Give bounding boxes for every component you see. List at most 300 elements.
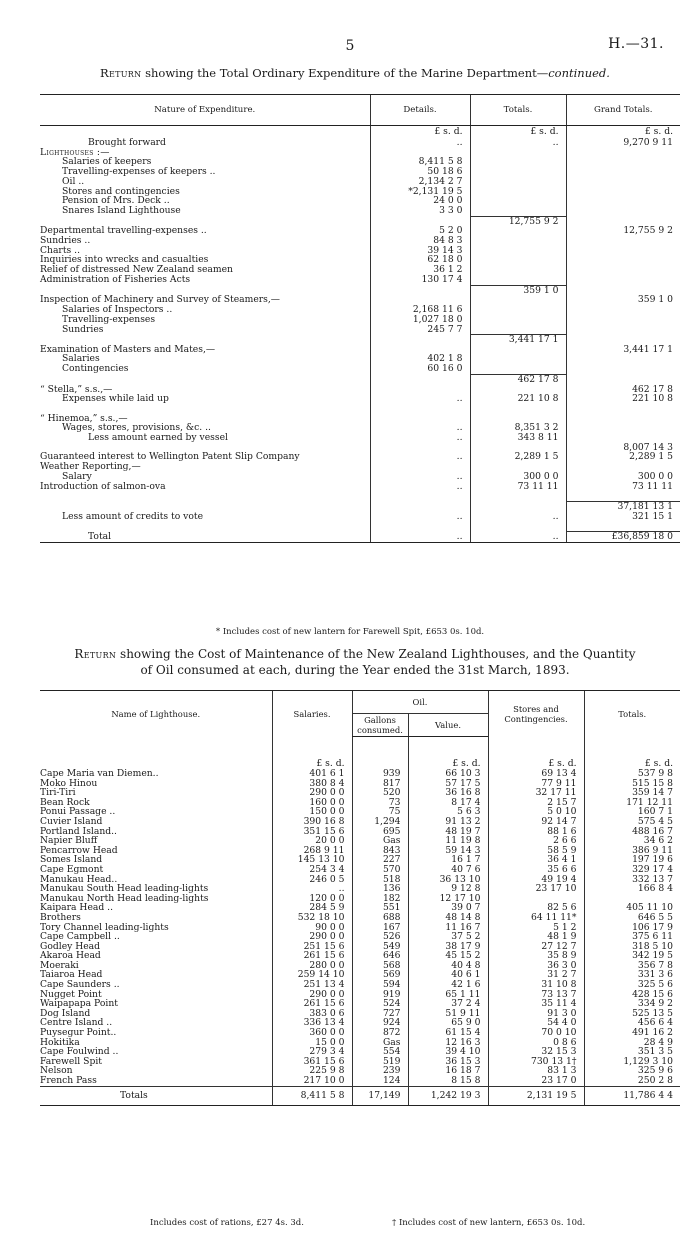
totals-value: 300 0 0 xyxy=(470,472,566,482)
oil-value: 59 14 3 xyxy=(408,846,488,856)
totals-value: 332 13 7 xyxy=(584,875,680,885)
oil-value: 61 15 4 xyxy=(408,1028,488,1038)
table-row xyxy=(40,894,680,904)
details-value xyxy=(370,521,470,531)
grand-totals-value: £36,859 18 0 xyxy=(566,532,680,543)
expenditure-label: Oil .. xyxy=(62,175,85,187)
grand-totals-value xyxy=(566,414,680,424)
expenditure-label: Departmental travelling-expenses .. xyxy=(40,225,207,237)
stores-value: 69 13 4 xyxy=(488,769,584,779)
salaries-value: 90 0 0 xyxy=(272,923,352,933)
oil-value: 11 16 7 xyxy=(408,923,488,933)
totals-value: 491 16 2 xyxy=(584,1028,680,1038)
oil-value: 65 1 11 xyxy=(408,990,488,1000)
totals-value: 488 16 7 xyxy=(584,827,680,837)
totals-value xyxy=(470,364,566,374)
salaries-value: .. xyxy=(272,884,352,894)
col-oil: Oil. xyxy=(352,691,488,714)
page-number: 5 xyxy=(345,38,355,54)
gallons-value: 518 xyxy=(352,875,408,885)
table-row xyxy=(40,1057,680,1067)
salaries-value: 390 16 8 xyxy=(272,817,352,827)
totals-value: 331 3 6 xyxy=(584,970,680,980)
currency-salaries: £ s. d. xyxy=(272,737,352,770)
totals-value xyxy=(470,354,566,364)
totals-value xyxy=(470,501,566,511)
salaries-value: 225 9 8 xyxy=(272,1066,352,1076)
expenditure-label: Weather Reporting,— xyxy=(40,461,141,473)
oil-value: 66 10 3 xyxy=(408,769,488,779)
expenditure-label: Less amount of credits to vote xyxy=(62,510,204,522)
stores-value: 0 8 6 xyxy=(488,1038,584,1048)
expenditure-body xyxy=(40,126,680,543)
totals-value: 646 5 5 xyxy=(584,913,680,923)
table-row xyxy=(40,236,680,246)
expenditure-label: Examination of Masters and Mates,— xyxy=(40,343,216,355)
stores-value: 91 3 0 xyxy=(488,1009,584,1019)
stores-value: 73 13 7 xyxy=(488,990,584,1000)
salaries-value: 380 8 4 xyxy=(272,779,352,789)
details-value: .. xyxy=(370,433,470,443)
table-row xyxy=(40,167,680,177)
return1-title-text: showing the Total Ordinary Expenditure of the Marine Department— xyxy=(145,66,549,80)
totals-value xyxy=(470,295,566,305)
salaries-value: 280 0 0 xyxy=(272,961,352,971)
lighthouse-name: Cuvier Island xyxy=(40,815,103,827)
totals-value: 351 3 5 xyxy=(584,1047,680,1057)
grand-totals-value xyxy=(566,374,680,384)
expenditure-label: Salary xyxy=(62,470,92,482)
salaries-value: 261 15 6 xyxy=(272,999,352,1009)
totals-value: 166 8 4 xyxy=(584,884,680,894)
salaries-value: 290 0 0 xyxy=(272,990,352,1000)
table-row xyxy=(40,315,680,325)
totals-value xyxy=(470,491,566,501)
expenditure-label: “ Stella,” s.s.,— xyxy=(40,383,113,395)
details-value: .. xyxy=(370,138,470,148)
details-value: .. xyxy=(370,512,470,522)
details-value xyxy=(370,443,470,453)
grand-totals-value xyxy=(566,255,680,265)
totals-value xyxy=(470,196,566,206)
salaries-value: 259 14 10 xyxy=(272,970,352,980)
lighthouse-name: Pencarrow Head xyxy=(40,844,118,856)
stores-value: 5 0 10 xyxy=(488,807,584,817)
lighthouse-name: Farewell Spit xyxy=(40,1055,102,1067)
table-row xyxy=(40,970,680,980)
gallons-value: 924 xyxy=(352,1018,408,1028)
salaries-value: 254 3 4 xyxy=(272,865,352,875)
table-row xyxy=(40,1009,680,1019)
expenditure-label: Less amount earned by vessel xyxy=(88,432,228,444)
expenditure-label: Sundries xyxy=(62,323,104,335)
gallons-value: 520 xyxy=(352,788,408,798)
table-row xyxy=(40,491,680,501)
details-value: 5 2 0 xyxy=(370,226,470,236)
stores-value: 2 15 7 xyxy=(488,798,584,808)
grand-totals-value xyxy=(566,404,680,414)
totals-value: 2,289 1 5 xyxy=(470,452,566,462)
lighthouse-name: Cape Foulwind .. xyxy=(40,1046,119,1058)
table-row xyxy=(40,275,680,285)
expenditure-label: Pension of Mrs. Deck .. xyxy=(62,195,170,207)
footnote-lantern: † Includes cost of new lantern, £653 0s. 10d. xyxy=(392,1218,586,1228)
gallons-value: 524 xyxy=(352,999,408,1009)
salaries-value: 145 13 10 xyxy=(272,855,352,865)
details-value: 3 3 0 xyxy=(370,206,470,216)
gallons-value: 124 xyxy=(352,1076,408,1086)
salaries-value: 532 18 10 xyxy=(272,913,352,923)
table-row xyxy=(40,138,680,148)
lighthouse-table xyxy=(40,690,680,1106)
details-value: 84 8 3 xyxy=(370,236,470,246)
oil-value: 51 9 11 xyxy=(408,1009,488,1019)
grand-totals-value xyxy=(566,148,680,158)
totals-value: 221 10 8 xyxy=(470,394,566,404)
details-value: .. xyxy=(370,472,470,482)
lighthouse-name: Manukau Head.. xyxy=(40,873,118,885)
stores-value: 31 10 8 xyxy=(488,980,584,990)
grand-totals-value xyxy=(566,246,680,256)
stores-value: 54 4 0 xyxy=(488,1018,584,1028)
salaries-value: 383 0 6 xyxy=(272,1009,352,1019)
col-value: Value. xyxy=(408,714,488,737)
gallons-value: 526 xyxy=(352,932,408,942)
grand-totals-value xyxy=(566,491,680,501)
totals-value: 250 2 8 xyxy=(584,1076,680,1086)
totals-value: 329 17 4 xyxy=(584,865,680,875)
col-lighthouse-name: Name of Lighthouse. xyxy=(40,691,272,737)
stores-value: 35 8 9 xyxy=(488,951,584,961)
totals-value: 171 12 11 xyxy=(584,798,680,808)
gallons-value: 872 xyxy=(352,1028,408,1038)
table-row xyxy=(40,951,680,961)
lighthouse-name: Waipapapa Point xyxy=(40,998,118,1010)
table-row xyxy=(40,394,680,404)
totals-value: 515 15 8 xyxy=(584,779,680,789)
oil-value: 36 13 10 xyxy=(408,875,488,885)
details-value: .. xyxy=(370,532,470,543)
table-row xyxy=(40,923,680,933)
oil-value: 91 13 2 xyxy=(408,817,488,827)
totals-salaries: 8,411 5 8 xyxy=(272,1086,352,1105)
gallons-value: 136 xyxy=(352,884,408,894)
stores-value: 82 5 6 xyxy=(488,903,584,913)
salaries-value: 268 9 11 xyxy=(272,846,352,856)
currency-value: £ s. d. xyxy=(408,737,488,770)
totals-value xyxy=(470,187,566,197)
salaries-value: 160 0 0 xyxy=(272,798,352,808)
totals-value xyxy=(470,305,566,315)
gallons-value: 727 xyxy=(352,1009,408,1019)
totals-value: 1,129 3 10 xyxy=(584,1057,680,1067)
grand-totals-value xyxy=(566,364,680,374)
totals-value: .. xyxy=(470,512,566,522)
totals-value: 12,755 9 2 xyxy=(470,216,566,226)
salaries-value: 246 0 5 xyxy=(272,875,352,885)
grand-totals-value xyxy=(566,177,680,187)
totals-grand: 11,786 4 4 xyxy=(584,1086,680,1105)
expenditure-label: Relief of distressed New Zealand seamen xyxy=(40,264,233,276)
stores-value: 70 0 10 xyxy=(488,1028,584,1038)
salaries-value: 279 3 4 xyxy=(272,1047,352,1057)
oil-value: 40 7 6 xyxy=(408,865,488,875)
stores-value: 36 3 0 xyxy=(488,961,584,971)
table-row xyxy=(40,788,680,798)
lighthouse-name: Godley Head xyxy=(40,940,101,952)
totals-value: 537 9 8 xyxy=(584,769,680,779)
stores-value: 32 15 3 xyxy=(488,1047,584,1057)
expenditure-label: Salaries xyxy=(62,353,100,365)
totals-value: 325 9 6 xyxy=(584,1066,680,1076)
totals-value: 73 11 11 xyxy=(470,482,566,492)
gallons-value: 570 xyxy=(352,865,408,875)
stores-value: 58 5 9 xyxy=(488,846,584,856)
salaries-value: 284 5 9 xyxy=(272,903,352,913)
lighthouse-name: Akaroa Head xyxy=(40,950,101,962)
oil-value: 40 4 8 xyxy=(408,961,488,971)
table-row xyxy=(40,932,680,942)
details-value: *2,131 19 5 xyxy=(370,187,470,197)
gallons-value: 75 xyxy=(352,807,408,817)
totals-value: 28 4 9 xyxy=(584,1038,680,1048)
lighthouse-name: Moeraki xyxy=(40,959,79,971)
grand-totals-value: 359 1 0 xyxy=(566,295,680,305)
currency-blank xyxy=(40,737,272,770)
oil-value: 12 16 3 xyxy=(408,1038,488,1048)
gallons-value: 568 xyxy=(352,961,408,971)
stores-value: 35 11 4 xyxy=(488,999,584,1009)
salaries-value: 290 0 0 xyxy=(272,932,352,942)
oil-value: 39 0 7 xyxy=(408,903,488,913)
stores-value: 23 17 0 xyxy=(488,1076,584,1086)
salaries-value: 336 13 4 xyxy=(272,1018,352,1028)
details-value: 402 1 8 xyxy=(370,354,470,364)
gallons-value: 646 xyxy=(352,951,408,961)
totals-row xyxy=(40,1086,680,1105)
stores-value: 49 19 4 xyxy=(488,875,584,885)
totals-value: 356 7 8 xyxy=(584,961,680,971)
stores-value: 64 11 11* xyxy=(488,913,584,923)
details-value xyxy=(370,374,470,384)
currency-gallons xyxy=(352,737,408,770)
totals-value xyxy=(470,275,566,285)
totals-value: 3,441 17 1 xyxy=(470,335,566,345)
expenditure-label: Snares Island Lighthouse xyxy=(62,205,181,217)
grand-totals-value: 321 15 1 xyxy=(566,512,680,522)
lighthouse-body xyxy=(40,737,680,1106)
totals-label: Totals xyxy=(40,1086,272,1105)
grand-totals-value: 8,007 14 3 xyxy=(566,443,680,453)
stores-value: 23 17 10 xyxy=(488,884,584,894)
stores-value: 32 17 11 xyxy=(488,788,584,798)
gallons-value: 227 xyxy=(352,855,408,865)
table-row xyxy=(40,482,680,492)
details-value xyxy=(370,385,470,395)
totals-value xyxy=(470,255,566,265)
totals-gallons: 17,149 xyxy=(352,1086,408,1105)
grand-totals-value xyxy=(566,423,680,433)
expenditure-label: Travelling-expenses xyxy=(62,313,156,325)
totals-stores: 2,131 19 5 xyxy=(488,1086,584,1105)
document-reference: H.—31. xyxy=(608,36,664,52)
grand-totals-value: 462 17 8 xyxy=(566,385,680,395)
expenditure-label: Charts .. xyxy=(40,244,80,256)
details-value: 60 16 0 xyxy=(370,364,470,374)
gallons-value: 594 xyxy=(352,980,408,990)
lighthouse-name: Napier Bluff xyxy=(40,835,98,847)
return2-title-line1: showing the Cost of Maintenance of the New Zealand Lighthouses, and the Quantity xyxy=(120,647,636,661)
stores-value: 730 13 1† xyxy=(488,1057,584,1067)
stores-value: 77 9 11 xyxy=(488,779,584,789)
totals-value: 575 4 5 xyxy=(584,817,680,827)
oil-value: 65 9 0 xyxy=(408,1018,488,1028)
details-value xyxy=(370,501,470,511)
gallons-value: Gas xyxy=(352,1038,408,1048)
expenditure-label: Administration of Fisheries Acts xyxy=(40,274,191,286)
table-row xyxy=(40,1066,680,1076)
return1-title-continued: continued. xyxy=(548,66,610,80)
table-row xyxy=(40,827,680,837)
stores-value: 35 6 6 xyxy=(488,865,584,875)
oil-value: 16 18 7 xyxy=(408,1066,488,1076)
table-row xyxy=(40,433,680,443)
return1-title-prefix: Return xyxy=(100,66,142,80)
expenditure-label: Lighthouses :— xyxy=(40,146,110,158)
details-value: 50 18 6 xyxy=(370,167,470,177)
totals-value: 343 8 11 xyxy=(470,433,566,443)
return1-footnote: * Includes cost of new lantern for Farewell Spit, £653 0s. 10d. xyxy=(215,627,485,637)
details-value xyxy=(370,414,470,424)
expenditure-label: Contingencies xyxy=(62,363,129,375)
salaries-value: 20 0 0 xyxy=(272,836,352,846)
table-row xyxy=(40,1028,680,1038)
stores-value: 36 4 1 xyxy=(488,855,584,865)
expenditure-label: Inquiries into wrecks and casualties xyxy=(40,254,209,266)
totals-value xyxy=(470,246,566,256)
stores-value: 92 14 7 xyxy=(488,817,584,827)
expenditure-label: Travelling-expenses of keepers .. xyxy=(62,166,216,178)
stores-value: 27 12 7 xyxy=(488,942,584,952)
totals-value: .. xyxy=(470,138,566,148)
lighthouse-name: Taiaroa Head xyxy=(40,969,103,981)
col-stores: Stores and Contingencies. xyxy=(488,691,584,737)
grand-totals-value xyxy=(566,157,680,167)
details-value xyxy=(370,462,470,472)
oil-value: 8 17 4 xyxy=(408,798,488,808)
details-value: .. xyxy=(370,423,470,433)
stores-value: 31 2 7 xyxy=(488,970,584,980)
details-value xyxy=(370,335,470,345)
totals-value: 106 17 9 xyxy=(584,923,680,933)
grand-totals-value xyxy=(566,265,680,275)
grand-totals-value: 2,289 1 5 xyxy=(566,452,680,462)
expenditure-label: Wages, stores, provisions, &c. .. xyxy=(62,422,211,434)
lighthouse-name: Kaipara Head .. xyxy=(40,902,113,914)
gallons-value: 73 xyxy=(352,798,408,808)
totals-value: 386 9 11 xyxy=(584,846,680,856)
lighthouse-name: Tory Channel leading-lights xyxy=(40,921,169,933)
table-row xyxy=(40,990,680,1000)
lighthouse-name: Cape Campbell .. xyxy=(40,931,120,943)
oil-value: 37 5 2 xyxy=(408,932,488,942)
table-row xyxy=(40,855,680,865)
grand-totals-value: 300 0 0 xyxy=(566,472,680,482)
oil-value: 9 12 8 xyxy=(408,884,488,894)
col-details: Details. xyxy=(370,95,470,126)
oil-value: 57 17 5 xyxy=(408,779,488,789)
oil-value: 42 1 6 xyxy=(408,980,488,990)
oil-value: 45 15 2 xyxy=(408,951,488,961)
totals-value: 34 6 2 xyxy=(584,836,680,846)
totals-value xyxy=(470,404,566,414)
grand-totals-value: 9,270 9 11 xyxy=(566,138,680,148)
col-totals2: Totals. xyxy=(584,691,680,737)
table-row xyxy=(40,769,680,779)
col-grand-totals: Grand Totals. xyxy=(566,95,680,126)
totals-value xyxy=(470,177,566,187)
details-value: 1,027 18 0 xyxy=(370,315,470,325)
lighthouse-name: Nugget Point xyxy=(40,988,102,1000)
grand-totals-value xyxy=(566,187,680,197)
salaries-value: 401 6 1 xyxy=(272,769,352,779)
oil-value: 36 16 8 xyxy=(408,788,488,798)
details-value xyxy=(370,285,470,295)
stores-value: 88 1 6 xyxy=(488,827,584,837)
details-value: 2,168 11 6 xyxy=(370,305,470,315)
oil-value: 11 19 8 xyxy=(408,836,488,846)
lighthouse-name: Centre Island .. xyxy=(40,1017,113,1029)
table-row xyxy=(40,1076,680,1086)
gallons-value: 239 xyxy=(352,1066,408,1076)
details-value: .. xyxy=(370,394,470,404)
table-row xyxy=(40,903,680,913)
totals-value: 525 13 5 xyxy=(584,1009,680,1019)
return2-title-prefix: Return xyxy=(74,647,117,661)
lighthouse-name: Manukau South Head leading-lights xyxy=(40,883,209,895)
totals-value: 405 11 10 xyxy=(584,903,680,913)
totals-value xyxy=(470,206,566,216)
expenditure-label: Sundries .. xyxy=(40,235,91,247)
totals-value xyxy=(470,157,566,167)
details-value: 130 17 4 xyxy=(370,275,470,285)
stores-value: 83 1 3 xyxy=(488,1066,584,1076)
totals-value: 318 5 10 xyxy=(584,942,680,952)
salaries-value: 251 13 4 xyxy=(272,980,352,990)
gallons-value: 919 xyxy=(352,990,408,1000)
oil-value: 48 19 7 xyxy=(408,827,488,837)
lighthouse-name: Somes Island xyxy=(40,854,103,866)
lighthouse-name: Puysegur Point.. xyxy=(40,1027,117,1039)
gallons-value: 939 xyxy=(352,769,408,779)
totals-value: 197 19 6 xyxy=(584,855,680,865)
table-row xyxy=(40,512,680,522)
lighthouse-name: Cape Maria van Diemen.. xyxy=(40,768,159,779)
stores-value: 5 1 2 xyxy=(488,923,584,933)
expenditure-label: Introduction of salmon-ova xyxy=(40,480,166,492)
table-row xyxy=(40,1038,680,1048)
totals-value: 359 14 7 xyxy=(584,788,680,798)
table-row xyxy=(40,846,680,856)
currency-row xyxy=(40,737,680,770)
lighthouse-name: Bean Rock xyxy=(40,796,90,808)
table-row xyxy=(40,999,680,1009)
table-row xyxy=(40,817,680,827)
expenditure-label: Guaranteed interest to Wellington Patent Slip Company xyxy=(40,451,300,463)
salaries-value: 150 0 0 xyxy=(272,807,352,817)
details-value: 39 14 3 xyxy=(370,246,470,256)
gallons-value: 519 xyxy=(352,1057,408,1067)
